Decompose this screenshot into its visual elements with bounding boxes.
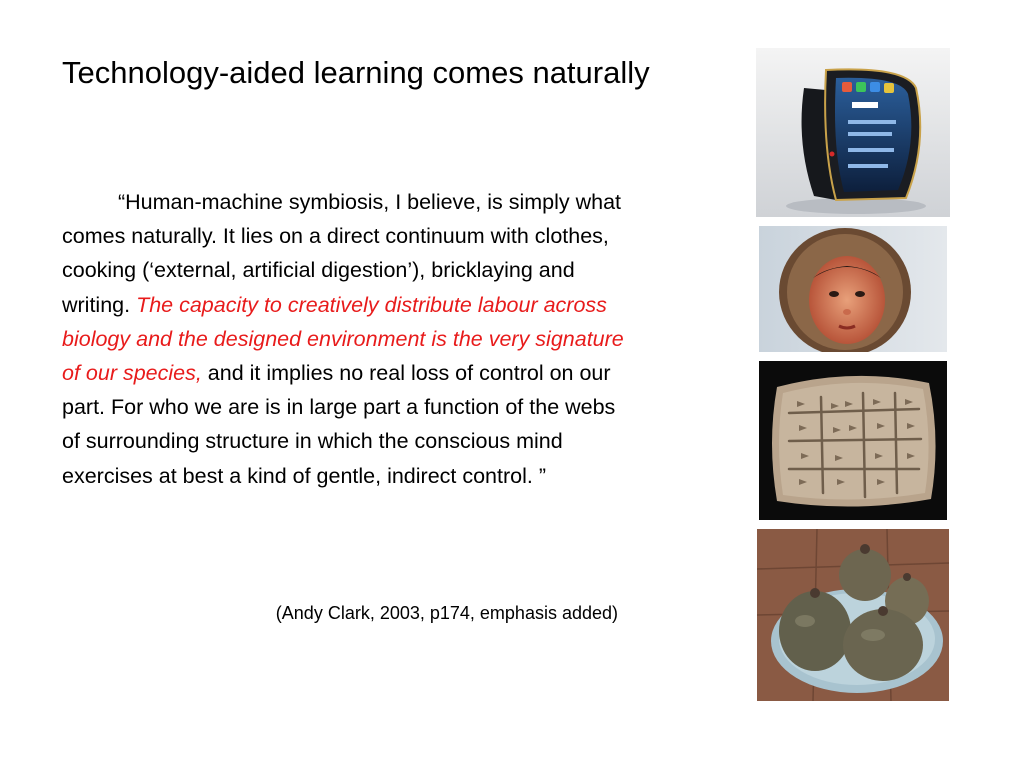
gourds-on-plate-photo	[757, 529, 949, 701]
child-in-fur-hood-photo	[759, 226, 947, 352]
quote-text-start: “Human-machine symbiosis, I believe, is simply what comes naturally. It lies on a direct continuum with clothes, cooking (‘external, artificial digestion’), bricklaying and writing.	[62, 190, 622, 317]
flexible-phone-wristband-photo	[756, 48, 950, 217]
quote-citation: (Andy Clark, 2003, p174, emphasis added)	[275, 603, 618, 623]
slide-title: Technology-aided learning comes naturally	[62, 55, 650, 90]
quote-emphasis: The capacity to creatively distribute labour across biology and the designed environment is the very signature of our species,	[62, 292, 624, 386]
cuneiform-tablet-photo	[759, 361, 947, 520]
quote-paragraph	[62, 185, 634, 493]
quote-text-end: and it implies no real loss of control on our part. For who we are is in large part a function of the webs of surrounding structure in which the conscious mind exercises at best a kind of gentle, indirect control. ”	[62, 361, 616, 488]
